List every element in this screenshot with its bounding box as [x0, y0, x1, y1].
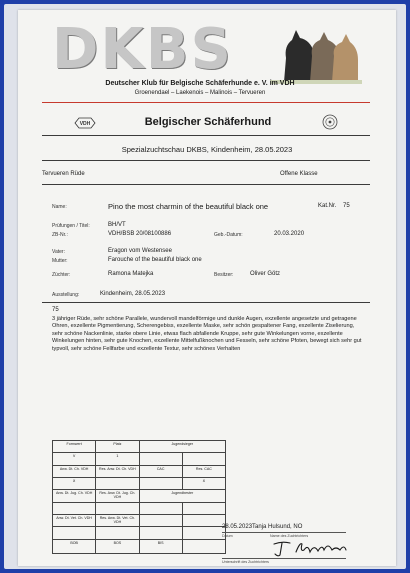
- bis-cell: BIS: [139, 539, 182, 554]
- empty-cell: [139, 514, 182, 526]
- dob-value: 20.03.2020: [274, 231, 305, 237]
- divider: [42, 160, 370, 161]
- judge-label: Name des Zuchtrichters: [270, 534, 309, 538]
- divider: [42, 302, 370, 303]
- empty-cell: [182, 527, 225, 539]
- anw-dt-vet-ch-vdh-cell: Anw. Dt. Vet. Ch. VDH: [53, 514, 96, 526]
- critique-number: 75: [52, 307, 59, 313]
- empty-cell: [182, 539, 225, 554]
- judging-report: [18, 10, 396, 566]
- res-anw-dt-jug-ch-vdh-cell: Res. Anw. Dt. Jug. Ch. VDH: [96, 490, 139, 502]
- owner-label: Besitzer:: [214, 272, 234, 278]
- sire-value: Eragon vom Westensee: [108, 248, 172, 254]
- anw-dt-ch-vdh-mark: X: [53, 477, 96, 489]
- formwert-header: Formwert: [53, 441, 96, 453]
- empty-cell: [96, 502, 139, 514]
- res-cac-cell: Res. CAC: [182, 465, 225, 477]
- sire-label: Vater:: [52, 249, 65, 255]
- empty-cell: [53, 527, 96, 539]
- empty-cell: [182, 502, 225, 514]
- jugendsieger-header: Jugendsieger: [139, 441, 226, 453]
- jugendbester-cell: Jugendbester: [139, 490, 226, 502]
- judge-signature: [270, 538, 350, 558]
- breed-title: Belgischer Schäferhund: [144, 116, 272, 128]
- date-label: Datum: [222, 534, 233, 538]
- res-anw-dt-vet-ch-vdh-cell: Res. Anw. Dt. Vet. Ch. VDH: [96, 514, 139, 526]
- divider: [42, 184, 370, 185]
- date-judge: 28.05.2023Tanja Hulsund, NO: [222, 524, 303, 530]
- zb-value: VDH/BSB 20/08100886: [108, 231, 172, 237]
- zb-label: ZB-Nr.:: [52, 232, 68, 238]
- catalog-label: Kat.Nr.: [318, 203, 337, 209]
- place-value: 1: [96, 453, 139, 465]
- bos-cell: BOS: [96, 539, 139, 554]
- club-name: Deutscher Klub für Belgische Schäferhunde e. V. im VDH: [105, 80, 295, 87]
- res-anw-dt-ch-vdh-cell: Res. Anw. Dt. Ch. VDH: [96, 465, 139, 477]
- empty-cell: [96, 527, 139, 539]
- document-frame: [4, 4, 406, 569]
- empty-cell: [53, 502, 96, 514]
- breeder-value: Ramona Matejka: [108, 271, 154, 277]
- dkbs-logo: DKBS: [52, 24, 233, 76]
- empty-cell: [139, 527, 182, 539]
- anw-dt-jug-ch-vdh-cell: Anw. Dt. Jug. Ch. VDH: [53, 490, 96, 502]
- breeder-label: Züchter:: [52, 272, 71, 278]
- show-title: Spezialzuchtschau DKBS, Kindenheim, 28.05.2023: [121, 145, 293, 154]
- exhibition-value: Kindenheim, 28.05.2023: [100, 291, 166, 297]
- exhibition-label: Ausstellung:: [52, 292, 80, 298]
- cac-cell: CAC: [139, 465, 182, 477]
- catalog-number: 75: [343, 203, 350, 209]
- titles-value: BH/VT: [108, 222, 126, 228]
- titles-label: Prüfungen / Titel:: [52, 223, 90, 229]
- club-varieties: Groenendael – Laekenois – Malinois – Tervueren: [134, 90, 266, 96]
- dob-label: Geb.-Datum:: [214, 232, 243, 238]
- divider: [222, 558, 346, 559]
- critique-text: 3 jähriger Rüde, sehr schöne Parallele, wundervoll mandelförmige und dunkle Augen, exzellente angesetzte und getragene Ohren, exzellente Pigmentierung, Scherengebiss, exzellente Maske, sehr schön gespaltener Fang, exzellente Ziselierung, sehr schöne Nackenlinie, starke obere Linie, etwas flach abfallende Kruppe, sehr gute Winkelungen vorne, exzellente Winkelungen hinten, sehr gute Knochen, exzellente Mittelfußknochen und Fesseln, sehr schöne Pfoten, bewegt sich sehr gut typvoll, sehr schöne Fellfarbe und exzellente Textur, sehr schönes Verhalten: [52, 316, 362, 352]
- vdh-badge-label: VDH: [79, 121, 91, 127]
- vdh-badge-icon: [74, 117, 96, 129]
- signature-label: Unterschrift des Zuchtrichters: [222, 560, 269, 564]
- fci-seal-icon: [322, 114, 338, 130]
- empty-cell: [182, 453, 225, 465]
- dam-value: Farouche of the beautiful black one: [108, 257, 202, 263]
- rating-value: V: [53, 453, 96, 465]
- owner-value: Oliver Götz: [250, 271, 281, 277]
- empty-cell: [96, 477, 139, 489]
- header-divider: [42, 102, 370, 103]
- grading-table: [52, 440, 226, 554]
- dam-label: Mutter:: [52, 258, 68, 264]
- empty-cell: [139, 453, 182, 465]
- class-label: Offene Klasse: [280, 171, 318, 177]
- dog-name: Pino the most charmin of the beautiful black one: [108, 202, 269, 211]
- empty-cell: [139, 477, 182, 489]
- empty-cell: [139, 502, 182, 514]
- shepherd-dogs-logo-icon: [270, 26, 362, 84]
- divider: [42, 135, 370, 136]
- res-cac-mark: X: [182, 477, 225, 489]
- variety-sex: Tervueren Rüde: [42, 171, 85, 177]
- empty-cell: [182, 514, 225, 526]
- anw-dt-ch-vdh-cell: Anw. Dt. Ch. VDH: [53, 465, 96, 477]
- bob-cell: BOB: [53, 539, 96, 554]
- platz-header: Platz: [96, 441, 139, 453]
- name-label: Name:: [52, 204, 67, 210]
- divider: [222, 532, 346, 533]
